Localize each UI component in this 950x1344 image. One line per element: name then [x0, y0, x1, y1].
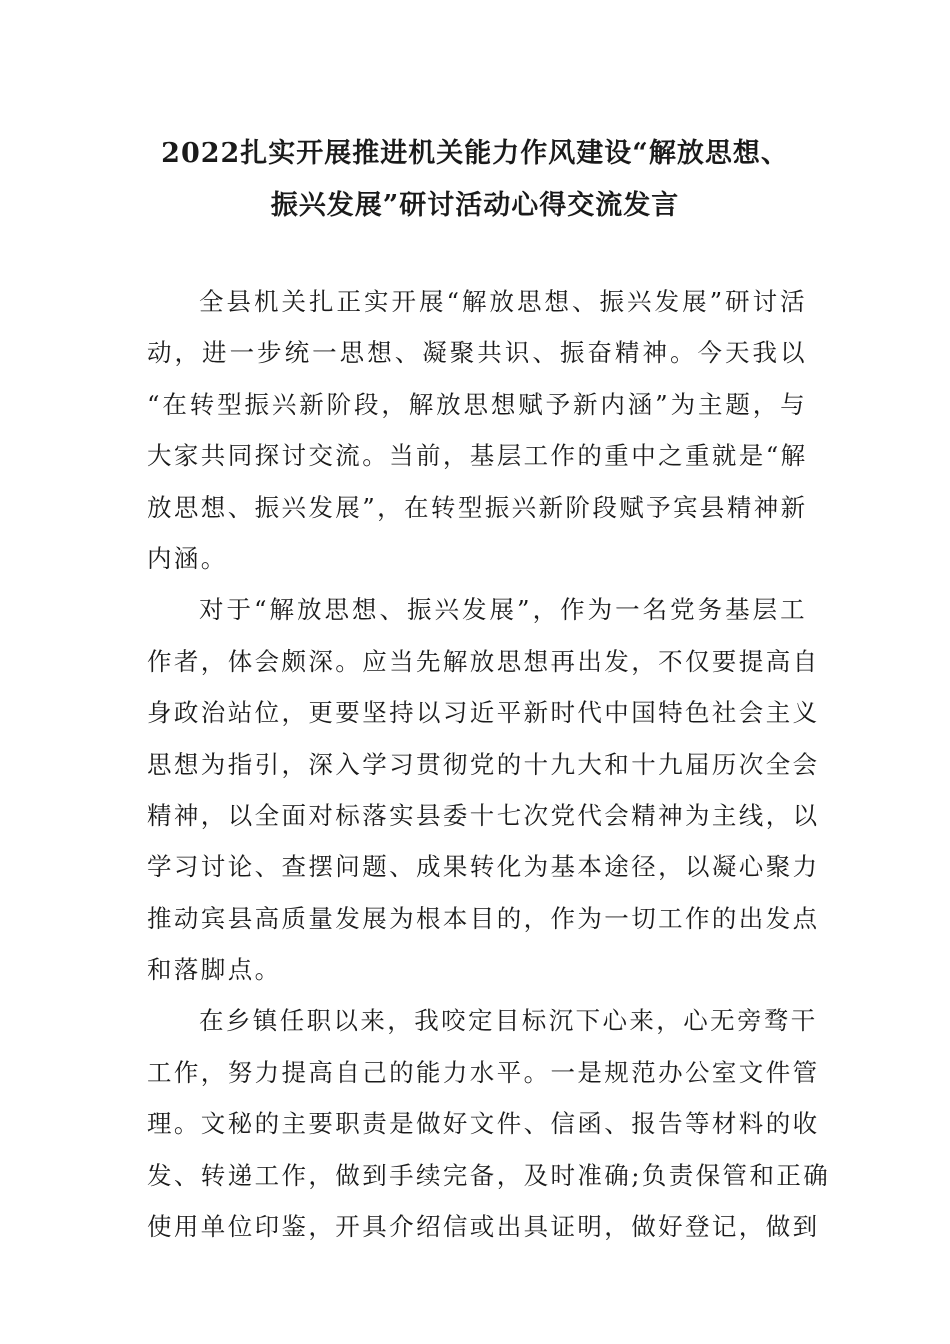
paragraph-line: 发、转递工作，做到手续完备，及时准确;负责保管和正确: [147, 1160, 831, 1190]
paragraph-line: 对于“解放思想、振兴发展”，作为一名党务基层工: [199, 595, 807, 625]
paragraph-line: “在转型振兴新阶段，解放思想赋予新内涵”为主题，与: [147, 389, 807, 419]
paragraph-line: 推动宾县高质量发展为根本目的，作为一切工作的出发点: [147, 903, 820, 933]
paragraph-line: 工作，努力提高自己的能力水平。一是规范办公室文件管: [147, 1057, 820, 1087]
document-body: [147, 283, 831, 1259]
paragraph-line: 理。文秘的主要职责是做好文件、信函、报告等材料的收: [147, 1109, 820, 1139]
paragraph-line: 在乡镇任职以来，我咬定目标沉下心来，心无旁骛干: [199, 1006, 818, 1036]
paragraph-line: 全县机关扎正实开展“解放思想、振兴发展”研讨活: [199, 287, 807, 316]
paragraph-line: 放思想、振兴发展”，在转型振兴新阶段赋予宾县精神新: [147, 492, 808, 522]
paragraph-line: 精神，以全面对标落实县委十七次党代会精神为主线，以: [147, 800, 820, 830]
title-line-2: 振兴发展”研讨活动心得交流发言: [270, 190, 680, 221]
paragraph-line: 内涵。: [147, 543, 228, 573]
paragraph-3: [147, 1002, 831, 1259]
paragraph-line: 使用单位印鉴，开具介绍信或出具证明，做好登记，做到: [147, 1212, 820, 1242]
paragraph-1: [147, 283, 807, 591]
paragraph-line: 大家共同探讨交流。当前，基层工作的重中之重就是“解: [147, 441, 808, 471]
document-title: [100, 128, 850, 232]
paragraph-line: 动，进一步统一思想、凝聚共识、振奋精神。今天我以: [147, 338, 807, 368]
paragraph-2: [147, 591, 820, 1002]
title-line-1: 2022扎实开展推进机关能力作风建设“解放思想、: [161, 138, 789, 169]
paragraph-line: 作者，体会颇深。应当先解放思想再出发，不仅要提高自: [147, 646, 820, 676]
paragraph-line: 学习讨论、查摆问题、成果转化为基本途径，以凝心聚力: [147, 852, 820, 882]
paragraph-line: 身政治站位，更要坚持以习近平新时代中国特色社会主义: [147, 698, 820, 728]
paragraph-line: 和落脚点。: [147, 955, 282, 985]
paragraph-line: 思想为指引，深入学习贯彻党的十九大和十九届历次全会: [147, 749, 820, 779]
